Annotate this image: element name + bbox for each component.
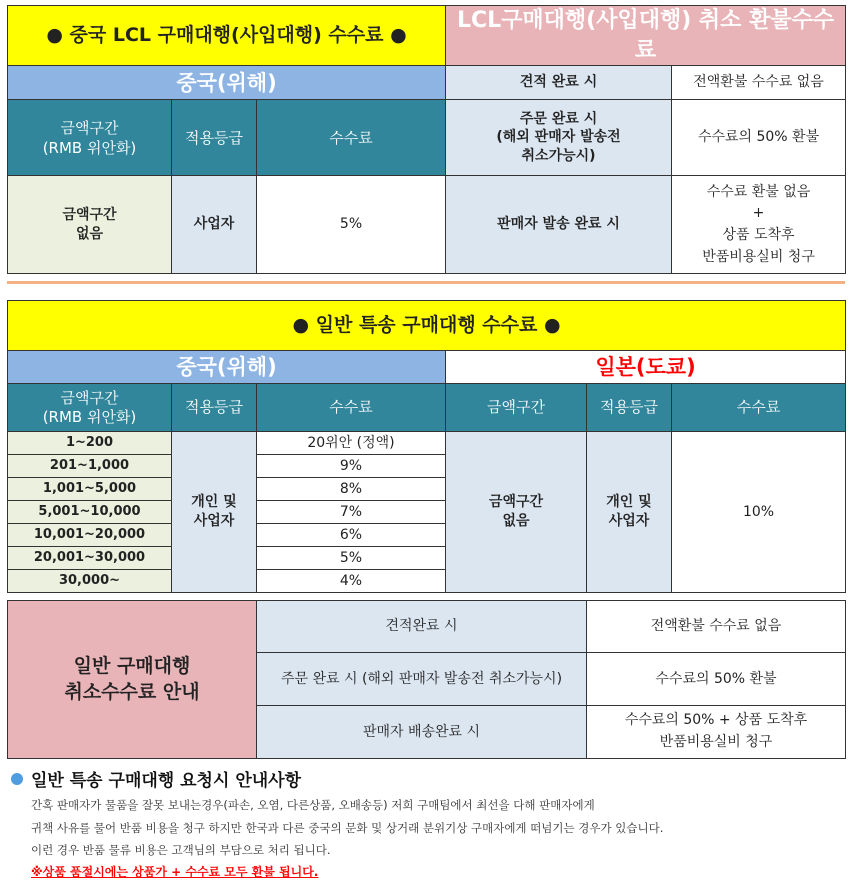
general-cancel-title: 일반 구매대행 취소수수료 안내 — [8, 601, 257, 759]
japan-header-fee: 수수료 — [672, 384, 846, 432]
general-fee-title: ● 일반 특송 구매대행 수수료 ● — [8, 301, 846, 351]
japan-fee-cell: 10% — [672, 432, 846, 593]
china-tier-fee: 9% — [257, 455, 446, 478]
lcl-grade-cell: 사업자 — [172, 176, 257, 274]
china-tier-fee: 20위안 (정액) — [257, 432, 446, 455]
japan-region-label: 일본(도쿄) — [446, 351, 846, 384]
lcl-fee-table — [7, 5, 846, 274]
china-tier-range: 5,001~10,000 — [8, 501, 172, 524]
lcl-range-cell: 금액구간 없음 — [8, 176, 172, 274]
china-tier-fee: 6% — [257, 524, 446, 547]
notice-line: 귀책 사유를 물어 반품 비용을 청구 하지만 한국과 다른 중국의 문화 및 상거래 분위기상 구매자에게 떠넘기는 경우가 있습니다. — [31, 821, 664, 835]
general-fee-table — [7, 300, 846, 593]
japan-header-range: 금액구간 — [446, 384, 587, 432]
notice-warning: ※상품 품절시에는 상품가 + 수수료 모두 환불 됩니다. — [31, 865, 319, 879]
lcl-fee-title: ● 중국 LCL 구매대행(사입대행) 수수료 ● — [8, 6, 446, 66]
china-tier-range: 10,001~20,000 — [8, 524, 172, 547]
japan-header-grade: 적용등급 — [587, 384, 672, 432]
general-cancel-condition: 주문 완료 시 (해외 판매자 발송전 취소가능시) — [257, 653, 587, 706]
china-grade-cell: 개인 및 사업자 — [172, 432, 257, 593]
lcl-fee-cell: 5% — [257, 176, 446, 274]
japan-range-cell: 금액구간 없음 — [446, 432, 587, 593]
china-tier-range: 30,000~ — [8, 570, 172, 593]
notice-line: 간혹 판매자가 물품을 잘못 보내는경우(파손, 오염, 다른상품, 오배송등) 저희 구매팀에서 최선을 다해 판매자에게 — [31, 798, 595, 812]
china-tier-fee: 5% — [257, 547, 446, 570]
notice-title: 일반 특송 구매대행 요청시 안내사항 — [31, 771, 302, 791]
lcl-header-grade: 적용등급 — [172, 100, 257, 176]
lcl-refund-condition: 주문 완료 시 (해외 판매자 발송전 취소가능시) — [446, 100, 672, 176]
general-cancel-condition: 판매자 배송완료 시 — [257, 706, 587, 759]
china-tier-fee: 8% — [257, 478, 446, 501]
japan-grade-cell: 개인 및 사업자 — [587, 432, 672, 593]
section-divider — [7, 281, 845, 284]
china-tier-range: 1~200 — [8, 432, 172, 455]
china-tier-fee: 7% — [257, 501, 446, 524]
notice-bullet-icon — [11, 773, 23, 785]
china-tier-range: 20,001~30,000 — [8, 547, 172, 570]
lcl-refund-condition: 판매자 발송 완료 시 — [446, 176, 672, 274]
general-cancel-condition: 견적완료 시 — [257, 601, 587, 653]
notice-line: 이런 경우 반품 물류 비용은 고객님의 부담으로 처리 됩니다. — [31, 843, 331, 857]
china-header-grade: 적용등급 — [172, 384, 257, 432]
lcl-refund-value: 수수료의 50% 환불 — [672, 100, 846, 176]
general-cancel-table — [7, 600, 846, 759]
china-tier-fee: 4% — [257, 570, 446, 593]
china-header-range: 금액구간 (RMB 위안화) — [8, 384, 172, 432]
lcl-header-fee: 수수료 — [257, 100, 446, 176]
lcl-header-range: 금액구간 (RMB 위안화) — [8, 100, 172, 176]
lcl-refund-title: LCL구매대행(사입대행) 취소 환불수수료 — [446, 6, 846, 66]
china-header-fee: 수수료 — [257, 384, 446, 432]
lcl-refund-value: 수수료 환불 없음 + 상품 도착후 반품비용실비 청구 — [672, 176, 846, 274]
general-cancel-refund: 수수료의 50% + 상품 도착후 반품비용실비 청구 — [587, 706, 846, 759]
lcl-refund-condition: 견적 완료 시 — [446, 66, 672, 100]
general-cancel-refund: 전액환불 수수료 없음 — [587, 601, 846, 653]
general-cancel-refund: 수수료의 50% 환불 — [587, 653, 846, 706]
china-tier-range: 1,001~5,000 — [8, 478, 172, 501]
lcl-region-label: 중국(위해) — [8, 66, 446, 100]
china-region-label: 중국(위해) — [8, 351, 446, 384]
lcl-refund-value: 전액환불 수수료 없음 — [672, 66, 846, 100]
china-tier-range: 201~1,000 — [8, 455, 172, 478]
